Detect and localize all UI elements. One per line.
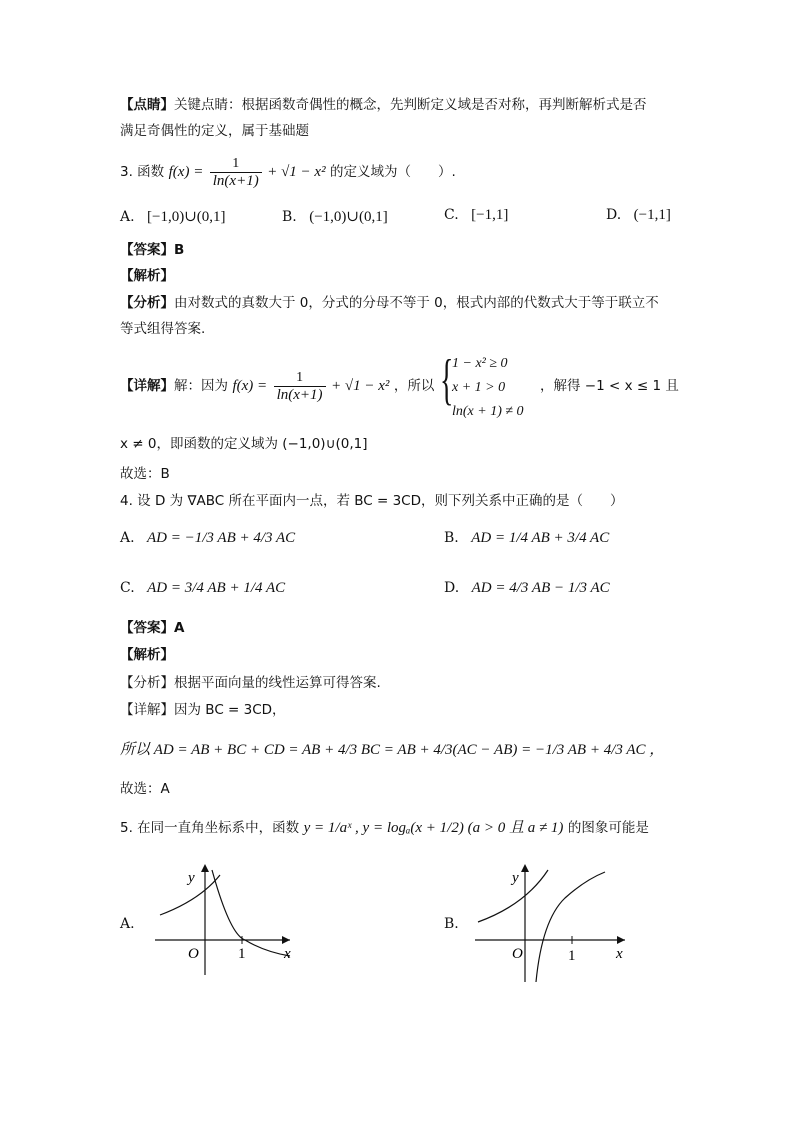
q5-graph-b-x-label: x: [616, 946, 623, 962]
q5-stem: [120, 818, 649, 838]
q4-fenxi: 【分析】根据平面向量的线性运算可得答案.: [120, 675, 381, 691]
q5-graph-a-label: A.: [120, 916, 135, 932]
q3-system-eq-2: x + 1 > 0: [452, 380, 506, 395]
q5-graph-a-origin: O: [188, 946, 199, 962]
q3-fenxi-line-2: 等式组得答案.: [120, 321, 206, 337]
q3-choose: 故选：B: [120, 466, 170, 482]
q3-detail-frac-num: 1: [274, 369, 326, 387]
q3-detail-fraction: [274, 369, 326, 404]
note-text-1: 关键点睛：根据函数奇偶性的概念，先判断定义域是否对称，再判断解析式是否: [174, 97, 647, 113]
q4-answer: 【答案】A: [120, 620, 185, 636]
q3-frac-den: ln(x+1): [212, 172, 259, 189]
q3-option-b: [282, 207, 388, 226]
q5-stem-pre: 5. 在同一直角坐标系中，函数: [120, 820, 300, 836]
q3-option-d-label: D.: [606, 207, 622, 223]
q4-option-a-text: AD = −1/3 AB + 4/3 AC: [147, 530, 296, 546]
q3-system: [452, 352, 524, 424]
note-tag: 【点睛】: [120, 97, 174, 113]
q3-detail-tag: 【详解】: [120, 378, 174, 394]
q3-detail: [120, 368, 434, 404]
q5-graph-b-y-label: y: [512, 870, 519, 886]
q3-system-brace: {: [440, 349, 454, 411]
q3-detail-fx: f(x) =: [232, 378, 268, 394]
q3-detail-line-2: x ≠ 0，即函数的定义域为 (−1,0)∪(0,1]: [120, 436, 368, 452]
q3-detail-sqrt: √1 − x²: [344, 378, 390, 394]
q5-graph-a-tick-label: 1: [238, 946, 246, 962]
q3-sqrt: √1 − x²: [281, 164, 326, 180]
q5-graph-a-x-label: x: [284, 946, 291, 962]
q4-detail: 【详解】因为 BC = 3CD，: [120, 702, 286, 718]
q5-graph-a-y-label: y: [188, 870, 195, 886]
q4-choose: 故选：A: [120, 781, 170, 797]
q3-option-a-text: [−1,0)∪(0,1]: [147, 209, 226, 225]
q3-answer: 【答案】B: [120, 242, 185, 258]
q3-fenxi-line-1: [120, 293, 659, 313]
q3-fraction: [210, 155, 262, 190]
q5-stem-post: 的图象可能是: [567, 820, 649, 836]
q3-option-a-label: A.: [120, 209, 135, 225]
q5-graph-a-x-arrow: [282, 936, 290, 944]
q3-option-c-label: C.: [444, 207, 459, 223]
q3-detail-plus: +: [331, 378, 341, 394]
q3-detail-result: ，解得 −1 < x ≤ 1 且: [540, 378, 679, 394]
q4-derivation: [120, 740, 664, 760]
q3-option-b-text: (−1,0)∪(0,1]: [309, 209, 388, 225]
q3-option-a: [120, 207, 226, 226]
q3-number: 3. 函数: [120, 164, 165, 180]
q5-graph-b-label: B.: [444, 916, 459, 932]
q4-option-d-text: AD = 4/3 AB − 1/3 AC: [471, 580, 610, 596]
q5-stem-math: y = 1/aˣ , y = logₐ(x + 1/2) (a > 0 且 a ≠ 1): [303, 820, 564, 836]
q4-option-d: [444, 580, 610, 597]
q3-fenxi-text-1: 由对数式的真数大于 0，分式的分母不等于 0，根式内部的代数式大于等于联立不: [174, 295, 659, 311]
q3-fx: f(x) =: [168, 164, 204, 180]
q5-graph-b-x-arrow: [617, 936, 625, 944]
q3-system-eq-3: ln(x + 1) ≠ 0: [452, 404, 524, 419]
q3-option-c-text: [−1,1]: [471, 207, 509, 223]
q3-detail-mid: ，所以: [393, 378, 435, 394]
q5-graph-a-curve-decreasing: [212, 870, 290, 956]
q3-tail: 的定义域为（ ）.: [330, 164, 456, 180]
q3-fenxi-tag: 【分析】: [120, 295, 174, 311]
q4-option-b-label: B.: [444, 530, 459, 546]
q4-option-c-label: C.: [120, 580, 135, 596]
note-line-2: 满足奇偶性的定义，属于基础题: [120, 123, 309, 139]
q4-analysis: 【解析】: [120, 647, 174, 663]
q3-option-d-text: (−1,1]: [633, 207, 671, 223]
q3-option-b-label: B.: [282, 209, 297, 225]
q5-graph-b-y-arrow: [521, 864, 529, 872]
q3-option-d: [606, 207, 671, 224]
q3-detail-text: 解：因为: [174, 378, 228, 394]
q3-analysis: 【解析】: [120, 268, 174, 284]
q5-graph-b-origin: O: [512, 946, 523, 962]
q4-option-c: [120, 580, 285, 597]
q5-graph-a-y-arrow: [201, 864, 209, 872]
q3-stem: [120, 154, 456, 190]
q5-graph-b-tick-label: 1: [568, 948, 576, 964]
q4-option-b-text: AD = 1/4 AB + 3/4 AC: [471, 530, 610, 546]
q3-plus: +: [268, 164, 277, 180]
q4-option-c-text: AD = 3/4 AB + 1/4 AC: [147, 580, 286, 596]
q4-option-a: [120, 530, 295, 547]
q3-system-eq-1: 1 − x² ≥ 0: [452, 356, 508, 371]
q3-frac-num: 1: [210, 155, 262, 173]
q3-option-c: [444, 207, 508, 224]
q5-graph-b: [470, 860, 640, 988]
q5-graph-b-curve-log: [536, 872, 605, 982]
q5-graph-a: [150, 860, 310, 980]
q4-derivation-text: 所以 AD = AB + BC + CD = AB + 4/3 BC = AB + 4/3(AC − AB) = −1/3 AB + 4/3 AC ，: [120, 742, 665, 758]
q3-detail-frac-den: ln(x+1): [276, 386, 323, 403]
q4-option-a-label: A.: [120, 530, 135, 546]
q4-option-d-label: D.: [444, 580, 460, 596]
q4-stem: 4. 设 D 为 ∇ABC 所在平面内一点，若 BC = 3CD，则下列关系中正确的是（ ）: [120, 493, 624, 509]
note-line-1: [120, 95, 647, 115]
q4-option-b: [444, 530, 609, 547]
